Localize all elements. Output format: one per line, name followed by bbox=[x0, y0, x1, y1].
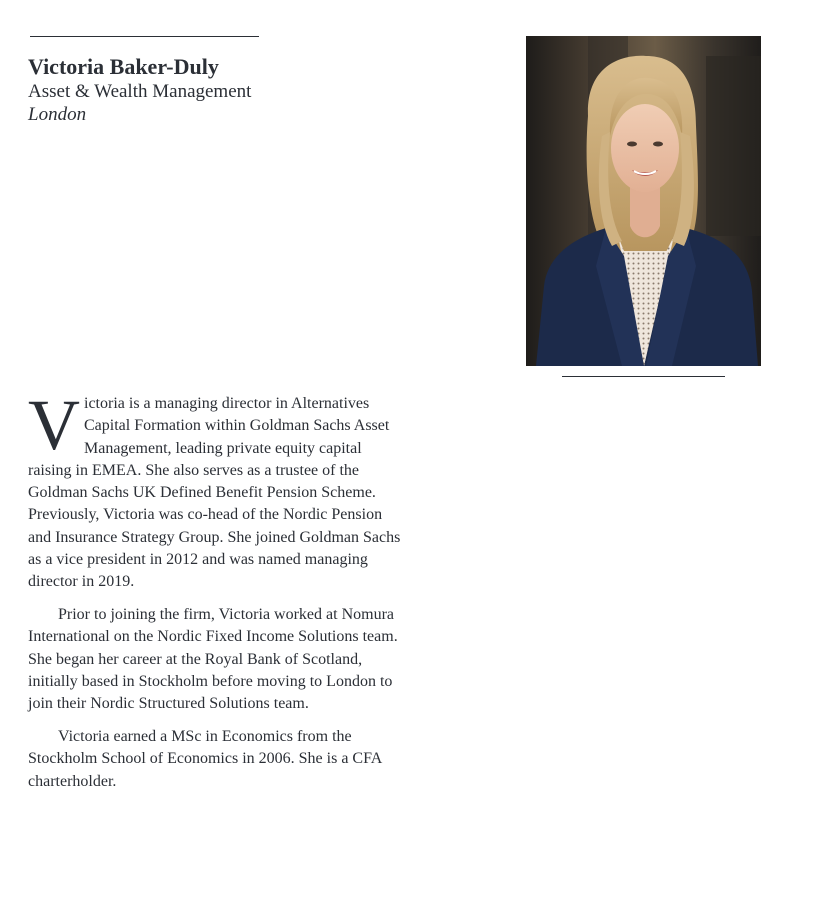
bio-paragraph-2: Prior to joining the firm, Victoria worked at Nomura International on the Nordic Fixed Income Solutions team. She began her career at the Royal Bank of Scotland, initially based in Stockholm before moving to London to join their Nordic Structured Solutions team. bbox=[28, 606, 398, 713]
bio-paragraph-3: Victoria earned a MSc in Economics from the Stockholm School of Economics in 2006. She is a CFA charterholder. bbox=[28, 727, 382, 790]
bio-paragraph-1-text: ictoria is a managing director in Alternatives Capital Formation within Goldman Sachs Asset Management, leading private equity capital raising in EMEA. She also serves as a trustee of the Goldman Sachs UK Defined Benefit Pension Scheme. Previously, Victoria was co-head of the Nordic Pension and Insurance Strategy Group. She joined Goldman Sachs as a vice president in 2012 and was named managing director in 2019. bbox=[28, 395, 401, 591]
division-title: Asset & Wealth Management bbox=[28, 81, 252, 102]
profile-header bbox=[28, 54, 348, 126]
bio-paragraph-1 bbox=[28, 385, 404, 594]
location-label: London bbox=[28, 104, 87, 125]
person-name: Victoria Baker-Duly bbox=[28, 54, 219, 79]
photo-divider bbox=[562, 376, 725, 377]
portrait-illustration bbox=[526, 36, 761, 366]
portrait-photo bbox=[526, 36, 761, 366]
biography bbox=[28, 385, 404, 803]
top-divider bbox=[30, 36, 259, 37]
drop-cap: V bbox=[28, 385, 80, 465]
